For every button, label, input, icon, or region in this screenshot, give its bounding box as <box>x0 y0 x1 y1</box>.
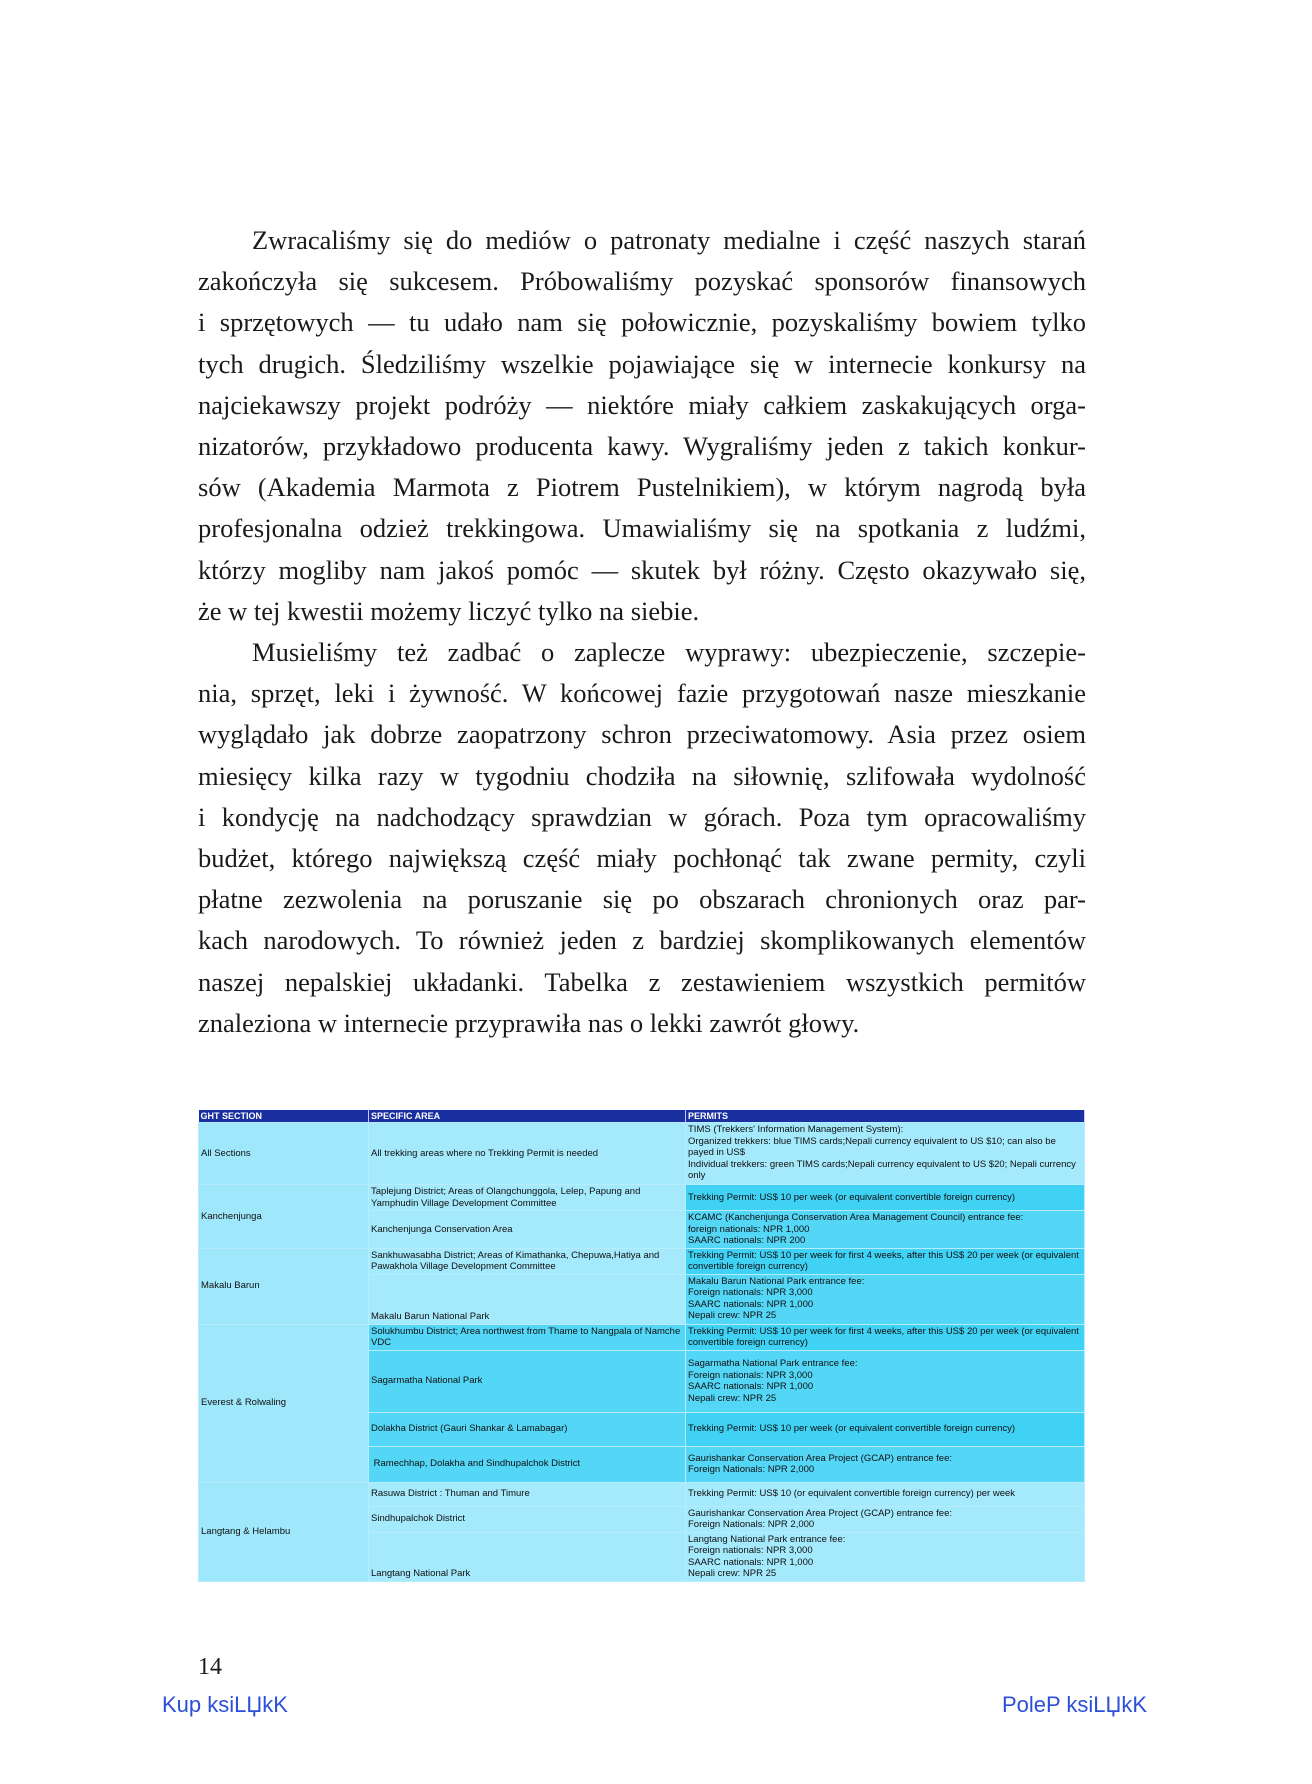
permit-cell: Trekking Permit: US$ 10 per week (or equivalent convertible foreign currency) <box>686 1412 1085 1446</box>
permits-table <box>198 1110 1085 1582</box>
page-number: 14 <box>198 1654 222 1680</box>
table-header-row <box>199 1110 1085 1123</box>
permit-line: Foreign Nationals: NPR 2,000 <box>688 1464 815 1475</box>
text-line: Zwracaliśmy się do mediów o patronaty medialne i część naszych starań <box>252 225 1086 255</box>
permit-line: TIMS (Trekkers' Information Management System): <box>688 1124 904 1135</box>
area-cell: Sankhuwasabha District; Areas of Kimathanka, Chepuwa,Hatiya and Pawakhola Village Development Committee <box>369 1248 686 1274</box>
table-row <box>199 1248 1085 1274</box>
table-row <box>199 1185 1085 1211</box>
permit-line: Sagarmatha National Park entrance fee: <box>688 1358 858 1369</box>
permit-line: Individual trekkers: green TIMS cards;Nepali currency equivalent to US $20; Nepali currency only <box>688 1158 1076 1181</box>
text-line: znaleziona w internecie przyprawiła nas o lekki zawrót głowy. <box>198 1007 860 1038</box>
text-line: naszej nepalskiej układanki. Tabelka z zestawieniem wszystkich permitów <box>198 966 1086 997</box>
text-line: tych drugich. Śledziliśmy wszelkie pojawiające się w internecie konkursy na <box>198 348 1086 379</box>
text-line: budżet, którego największą część miały pochłonąć tak zwane permity, czyli <box>198 843 1086 874</box>
section-cell: Everest & Rolwaling <box>199 1324 369 1482</box>
area-cell: Sagarmatha National Park <box>369 1350 686 1412</box>
permit-cell <box>686 1446 1085 1482</box>
buy-book-link[interactable]: Kup ksiLЏkK <box>162 1692 288 1717</box>
permit-cell <box>686 1123 1085 1185</box>
area-cell: Ramechhap, Dolakha and Sindhupalchok District <box>369 1446 686 1482</box>
area-cell: Makalu Barun National Park <box>369 1274 686 1324</box>
text-line: zakończyła się sukcesem. Próbowaliśmy pozyskać sponsorów finansowych <box>198 266 1086 297</box>
table-row <box>199 1482 1085 1506</box>
text-line: profesjonalna odzież trekkingowa. Umawialiśmy się na spotkania z ludźmi, <box>198 513 1086 544</box>
permit-cell <box>686 1274 1085 1324</box>
text-line: Musieliśmy też zadbać o zaplecze wyprawy: ubezpieczenie, szczepie- <box>252 637 1086 668</box>
permit-line: Nepali crew: NPR 25 <box>688 1568 777 1579</box>
area-cell: Langtang National Park <box>369 1532 686 1581</box>
section-cell: Langtang & Helambu <box>199 1482 369 1581</box>
permit-line: SAARC nationals: NPR 1,000 <box>688 1556 814 1568</box>
paragraph-1 <box>198 220 1086 632</box>
permit-cell: Trekking Permit: US$ 10 per week for first 4 weeks, after this US$ 20 per week (or equivalent convertible foreign currency) <box>686 1248 1085 1274</box>
permit-line: Nepali crew: NPR 25 <box>688 1310 777 1321</box>
permit-line: Organized trekkers: blue TIMS cards;Nepali currency equivalent to US $10; can also be payed in US$ <box>688 1135 1056 1158</box>
text-line: nia, sprzęt, leki i żywność. W końcowej fazie przygotowań nasze mieszkanie <box>198 678 1086 709</box>
permit-line: SAARC nationals: NPR 1,000 <box>688 1381 814 1392</box>
text-line: najciekawszy projekt podróży — niektóre miały całkiem zaskakujących orga- <box>198 389 1086 420</box>
text-line: miesięcy kilka razy w tygodniu chodziła na siłownię, szlifowała wydolność <box>198 760 1086 791</box>
area-cell: All trekking areas where no Trekking Permit is needed <box>369 1123 686 1185</box>
area-cell: Kanchenjunga Conservation Area <box>369 1211 686 1249</box>
permit-line: Gaurishankar Conservation Area Project (GCAP) entrance fee: <box>688 1452 953 1464</box>
permit-line: KCAMC (Kanchenjunga Conservation Area Management Council) entrance fee: <box>688 1212 1024 1223</box>
section-cell: All Sections <box>199 1123 369 1185</box>
permit-cell <box>686 1350 1085 1412</box>
table-row <box>199 1123 1085 1185</box>
area-cell: Solukhumbu District; Area northwest from Thame to Nangpala of Namche VDC <box>369 1324 686 1350</box>
text-line: wyglądało jak dobrze zaopatrzony schron przeciwatomowy. Asia przez osiem <box>198 719 1086 750</box>
permit-line: Foreign nationals: NPR 3,000 <box>688 1545 813 1556</box>
text-line: sów (Akademia Marmota z Piotrem Pustelnikiem), w którym nagrodą była <box>198 472 1086 503</box>
permit-cell: Trekking Permit: US$ 10 per week for first 4 weeks, after this US$ 20 per week (or equivalent convertible foreign currency) <box>686 1324 1085 1350</box>
permit-line: Foreign nationals: NPR 3,000 <box>688 1369 813 1381</box>
permit-line: foreign nationals: NPR 1,000 <box>688 1223 810 1235</box>
permit-cell <box>686 1532 1085 1581</box>
text-line: i kondycję na nadchodzący sprawdzian w górach. Poza tym opracowaliśmy <box>198 801 1086 832</box>
recommend-book-link[interactable]: PoleP ksiLЏkK <box>1002 1692 1148 1717</box>
permit-line: Foreign Nationals: NPR 2,000 <box>688 1519 815 1530</box>
permit-line: Gaurishankar Conservation Area Project (GCAP) entrance fee: <box>688 1507 953 1519</box>
permit-cell: Trekking Permit: US$ 10 per week (or equivalent convertible foreign currency) <box>686 1185 1085 1211</box>
header-ght-section: GHT SECTION <box>199 1110 369 1123</box>
area-cell: Dolakha District (Gauri Shankar & Lamabagar) <box>369 1412 686 1446</box>
text-line: i sprzętowych — tu udało nam się połowicznie, pozyskaliśmy bowiem tylko <box>198 307 1086 338</box>
text-line: że w tej kwestii możemy liczyć tylko na siebie. <box>198 595 700 626</box>
text-line: którzy mogliby nam jakoś pomóc — skutek był różny. Często okazywało się, <box>198 554 1086 585</box>
paragraph-2 <box>198 632 1086 1044</box>
permit-cell: Trekking Permit: US$ 10 (or equivalent convertible foreign currency) per week <box>686 1482 1085 1506</box>
header-permits: PERMITS <box>686 1110 1085 1123</box>
permit-line: SAARC nationals: NPR 1,000 <box>688 1298 814 1310</box>
header-specific-area: SPECIFIC AREA <box>369 1110 686 1123</box>
permit-line: Makalu Barun National Park entrance fee: <box>688 1275 865 1287</box>
body-text <box>198 220 1086 1044</box>
permit-line: SAARC nationals: NPR 200 <box>688 1235 806 1246</box>
section-cell: Makalu Barun <box>199 1248 369 1324</box>
table-row <box>199 1324 1085 1350</box>
permit-line: Foreign nationals: NPR 3,000 <box>688 1287 813 1298</box>
permit-line: Nepali crew: NPR 25 <box>688 1392 777 1404</box>
section-cell: Kanchenjunga <box>199 1185 369 1249</box>
area-cell: Taplejung District; Areas of Olangchunggola, Lelep, Papung and Yamphudin Village Development Committee <box>369 1185 686 1211</box>
area-cell: Sindhupalchok District <box>369 1506 686 1532</box>
text-line: kach narodowych. To również jeden z bardziej skomplikowanych elementów <box>198 925 1086 956</box>
permit-cell <box>686 1211 1085 1249</box>
permit-line: Langtang National Park entrance fee: <box>688 1533 846 1545</box>
permit-cell <box>686 1506 1085 1532</box>
area-cell: Rasuwa District : Thuman and Timure <box>369 1482 686 1506</box>
text-line: płatne zezwolenia na poruszanie się po obszarach chronionych oraz par- <box>198 884 1086 915</box>
text-line: nizatorów, przykładowo producenta kawy. Wygraliśmy jeden z takich konkur- <box>198 431 1086 462</box>
